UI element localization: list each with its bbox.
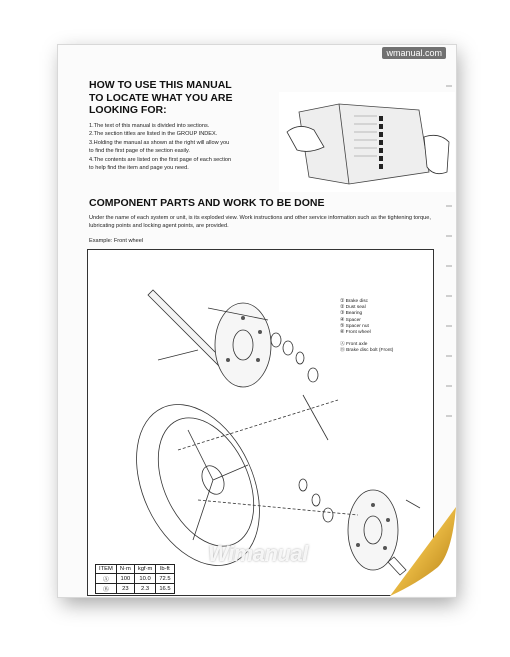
step-1: 1.The text of this manual is divided into sections. — [89, 123, 210, 129]
header-lbft: lb-ft — [156, 565, 174, 574]
step-3-cont: to find the first page of the section easily. — [89, 148, 190, 155]
table-cell: 16.5 — [156, 584, 174, 594]
subtitle-line-1: TO LOCATE WHAT YOU ARE — [89, 92, 233, 104]
site-watermark: wmanual.com — [382, 47, 446, 59]
table-cell: 72.5 — [156, 574, 174, 584]
section-intro: Under the name of each system or unit, is its exploded view. Work instructions and other service information such as the tightening torque, lubricating points and locking agent points, are provided. — [89, 215, 431, 229]
step-4-cont: to help find the item and page you need. — [89, 165, 189, 172]
section-title-components: COMPONENT PARTS AND WORK TO BE DONE — [89, 197, 325, 209]
table-row — [96, 574, 175, 584]
header-kgfm: kgf·m — [134, 565, 156, 574]
legend-item: ⑥ Front wheel — [340, 330, 371, 336]
subtitle-line-2: LOOKING FOR: — [89, 104, 167, 116]
instruction-steps — [89, 122, 284, 172]
page-curl-icon — [388, 505, 458, 597]
legend-item: ② Dust seal — [340, 305, 366, 311]
legend-item: ① Brake disc — [340, 299, 369, 304]
table-cell: 100 — [116, 574, 134, 584]
header-item: ITEM — [96, 565, 117, 574]
section-title-how-to-use: HOW TO USE THIS MANUAL — [89, 79, 232, 91]
legend-item: ④ Spacer — [340, 317, 361, 323]
example-label: Example: Front wheel — [89, 238, 144, 244]
step-2: 2.The section titles are listed in the GROUP INDEX. — [89, 131, 218, 138]
parts-legend — [340, 299, 393, 355]
legend-item: Ⓐ Front axle — [340, 342, 368, 348]
legend-item: ③ Bearing — [340, 311, 363, 317]
table-cell: 10.0 — [134, 574, 156, 584]
table-cell: 23 — [116, 584, 134, 594]
table-cell: Ⓑ — [96, 584, 117, 594]
legend-item: Ⓑ Brake disc bolt (Front) — [340, 348, 394, 354]
table-row — [96, 584, 175, 594]
header-nm: N·m — [116, 565, 134, 574]
step-3: 3.Holding the manual as shown at the right will allow you — [89, 139, 230, 146]
legend-item: ⑤ Spacer nut — [340, 323, 369, 329]
torque-table — [95, 564, 175, 594]
wimanual-logo-watermark: Wimanual — [208, 541, 308, 566]
step-4: 4.The contents are listed on the first page of each section — [89, 156, 232, 163]
table-header-row — [96, 565, 175, 574]
hands-holding-manual-illustration — [279, 92, 455, 192]
table-cell: 2.3 — [134, 584, 156, 594]
table-cell: Ⓐ — [96, 574, 117, 584]
